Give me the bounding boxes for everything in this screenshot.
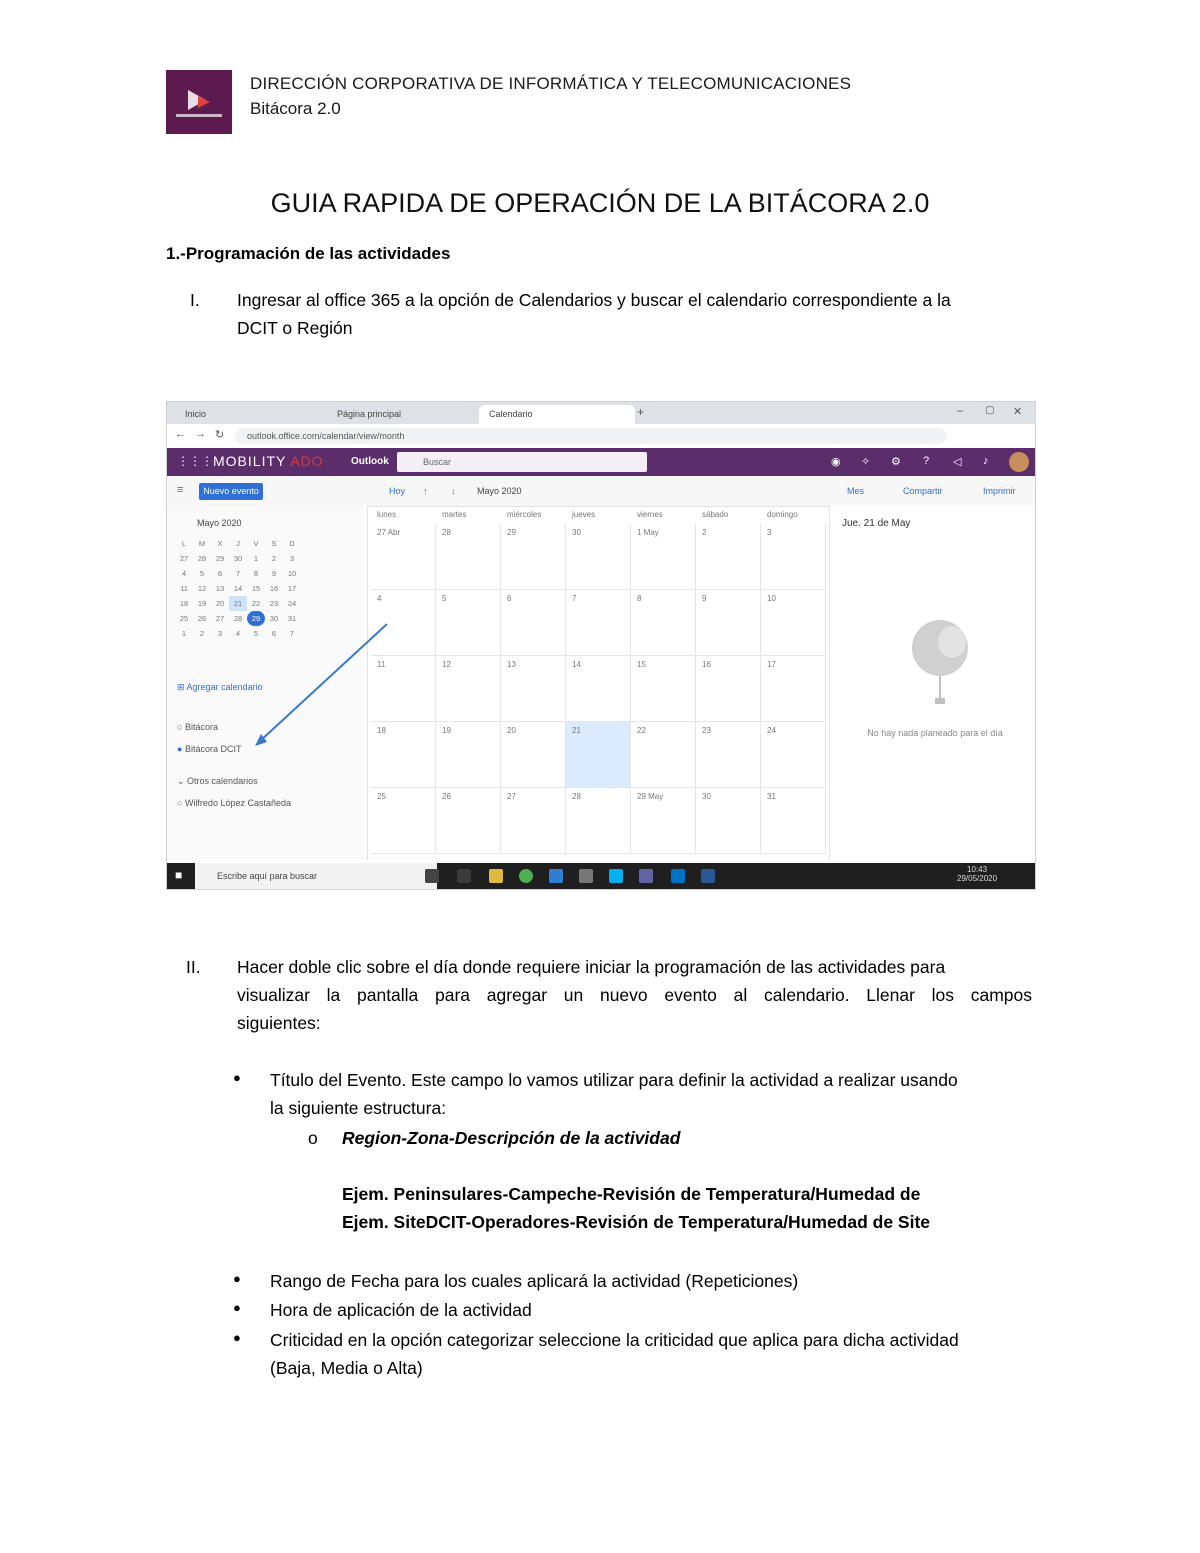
app-launcher-icon[interactable]: ⋮⋮⋮: [177, 454, 213, 468]
mini-day[interactable]: 1: [181, 629, 187, 638]
mini-weekday: V: [253, 539, 259, 548]
mini-day[interactable]: 25: [179, 614, 189, 623]
mini-day[interactable]: 13: [215, 584, 225, 593]
mini-day[interactable]: 29: [215, 554, 225, 563]
reload-icon[interactable]: ↻: [215, 429, 225, 441]
url-input[interactable]: outlook.office.com/calendar/view/month: [235, 428, 947, 444]
windows-start-icon[interactable]: ■: [175, 868, 183, 882]
windows-taskbar: [167, 863, 1035, 889]
mini-day[interactable]: 27: [179, 554, 189, 563]
mini-weekday: M: [198, 539, 206, 548]
step-1-line-1: Ingresar al office 365 a la opción de Calendarios y buscar el calendario correspondiente a la: [237, 290, 951, 310]
step-2-line-1: Hacer doble clic sobre el día donde requiere iniciar la programación de las actividades para: [237, 957, 946, 977]
share-button[interactable]: Compartir: [903, 486, 943, 496]
bell-icon[interactable]: ♪: [983, 455, 989, 467]
calendar-day-cell[interactable]: 12: [436, 656, 501, 722]
mini-day[interactable]: 22: [251, 599, 261, 608]
mini-day[interactable]: 15: [251, 584, 261, 593]
calendar-item[interactable]: ○ Bitácora: [177, 722, 218, 732]
day-panel-title: Jue. 21 de May: [842, 518, 911, 529]
view-button[interactable]: Mes: [847, 486, 865, 496]
mini-day[interactable]: 14: [233, 584, 243, 593]
brand-name: MOBILITY: [213, 453, 287, 469]
mini-day[interactable]: 3: [217, 629, 223, 638]
lightbulb-icon[interactable]: ✧: [861, 456, 871, 468]
calendar-label: Bitácora DCIT: [184, 744, 242, 754]
other-calendars-header[interactable]: ⌄ Otros calendarios: [177, 776, 258, 786]
outlook-calendar-screenshot: [166, 401, 1036, 890]
menu-icon[interactable]: ≡: [177, 484, 184, 496]
calendar-day-cell[interactable]: 15: [631, 656, 696, 722]
browser-tab[interactable]: Inicio: [185, 409, 207, 419]
step-2-numeral: II.: [186, 957, 201, 977]
mini-day[interactable]: 7: [289, 629, 295, 638]
calendar-day-cell[interactable]: 30: [566, 524, 631, 590]
calendar-day-cell[interactable]: 29 May: [631, 788, 696, 854]
calendar-day-cell[interactable]: 25: [371, 788, 436, 854]
step-2-line-2: visualizar la pantalla para agregar un nuevo evento al calendario. Llenar los campos: [237, 985, 1032, 1005]
day-panel-empty: No hay nada planeado para el día: [867, 728, 1003, 738]
taskbar-clock: [957, 865, 997, 883]
mini-day[interactable]: 17: [287, 584, 297, 593]
prev-month-icon[interactable]: ↑: [423, 486, 428, 496]
help-icon[interactable]: ?: [923, 455, 930, 467]
weekday-header: jueves: [572, 510, 596, 519]
today-button[interactable]: Hoy: [389, 486, 406, 496]
mini-day[interactable]: 21: [229, 596, 247, 611]
calendar-day-cell[interactable]: 17: [761, 656, 826, 722]
check-icon: ●: [177, 744, 183, 754]
calendar-day-cell[interactable]: 3: [761, 524, 826, 590]
close-icon[interactable]: ✕: [1013, 406, 1023, 418]
mini-day[interactable]: 5: [253, 629, 259, 638]
bullet-1-line-1: Título del Evento. Este campo lo vamos utilizar para definir la actividad a realizar usando: [270, 1070, 958, 1090]
calendar-day-cell[interactable]: 31: [761, 788, 826, 854]
mini-day[interactable]: 4: [235, 629, 241, 638]
mini-weekday: S: [271, 539, 277, 548]
new-event-button[interactable]: Nuevo evento: [199, 483, 263, 500]
calendar-label: Bitácora: [184, 722, 218, 732]
step-1-numeral: I.: [190, 290, 200, 310]
calendar-day-cell[interactable]: 19: [436, 722, 501, 788]
calendar-day-cell[interactable]: 16: [696, 656, 761, 722]
company-logo: [166, 70, 232, 134]
example-2: Ejem. SiteDCIT-Operadores-Revisión de Temperatura/Humedad de Site: [342, 1212, 931, 1232]
app-name: Outlook: [351, 456, 389, 467]
calendar-day-cell[interactable]: 7: [566, 590, 631, 656]
annotation-arrow-icon: [167, 402, 1035, 889]
calendar-day-cell[interactable]: 11: [371, 656, 436, 722]
other-calendars-label: Otros calendarios: [187, 776, 258, 786]
print-button[interactable]: Imprimir: [983, 486, 1016, 496]
mini-day[interactable]: 26: [197, 614, 207, 623]
bullet-1-line-2: la siguiente estructura:: [270, 1098, 447, 1118]
calendar-day-cell[interactable]: 29: [501, 524, 566, 590]
bullet-4-line-1: Criticidad en la opción categorizar seleccione la criticidad que aplica para dicha actividad: [270, 1330, 959, 1350]
next-month-icon[interactable]: ↓: [451, 486, 456, 496]
clock-time: 10:43: [967, 865, 988, 874]
mini-weekday: L: [181, 539, 187, 548]
weekday-header: martes: [442, 510, 467, 519]
weekday-header: lunes: [377, 510, 397, 519]
mini-weekday: X: [217, 539, 223, 548]
mini-weekday: J: [236, 539, 240, 548]
calendar-day-cell[interactable]: 5: [436, 590, 501, 656]
mini-day[interactable]: 19: [197, 599, 207, 608]
new-tab-icon[interactable]: +: [637, 405, 645, 419]
calendar-day-cell[interactable]: 4: [371, 590, 436, 656]
weekday-header: viernes: [637, 510, 663, 519]
header-org: DIRECCIÓN CORPORATIVA DE INFORMÁTICA Y TELECOMUNICACIONES: [250, 74, 852, 93]
bullet-2: Rango de Fecha para los cuales aplicará la actividad (Repeticiones): [270, 1271, 799, 1291]
skype-app-icon[interactable]: [609, 869, 623, 883]
calendar-day-cell[interactable]: 13: [501, 656, 566, 722]
calendar-label: Wilfredo López Castañeda: [184, 798, 291, 808]
bullet-3: Hora de aplicación de la actividad: [270, 1300, 532, 1320]
mini-day[interactable]: 4: [181, 569, 187, 578]
calendar-day-cell[interactable]: 2: [696, 524, 761, 590]
calendar-day-cell[interactable]: 21: [566, 722, 631, 788]
bullet-icon: ●: [233, 1330, 241, 1345]
mini-day[interactable]: 30: [269, 614, 279, 623]
calendar-day-cell[interactable]: 10: [761, 590, 826, 656]
mini-day[interactable]: 11: [180, 584, 188, 593]
calendar-day-cell[interactable]: 26: [436, 788, 501, 854]
mini-calendar-title: Mayo 2020: [197, 518, 242, 528]
mini-day[interactable]: 20: [215, 599, 225, 608]
calendar-day-cell[interactable]: 8: [631, 590, 696, 656]
restore-icon[interactable]: ▢: [985, 405, 995, 416]
calendar-day-cell[interactable]: 9: [696, 590, 761, 656]
taskbar-search-input[interactable]: Escribe aquí para buscar: [195, 863, 437, 889]
mini-day[interactable]: 10: [287, 569, 297, 578]
mini-day[interactable]: 9: [271, 569, 277, 578]
add-calendar-link[interactable]: ⊞ Agregar calendario: [177, 682, 263, 692]
edge-icon[interactable]: [549, 869, 563, 883]
browser-tab[interactable]: Página principal: [337, 409, 402, 419]
mini-day[interactable]: 30: [233, 554, 243, 563]
add-calendar-label: Agregar calendario: [186, 682, 263, 692]
brand-accent: ADO: [290, 453, 324, 469]
word-icon[interactable]: [701, 869, 715, 883]
structure-format: Region-Zona-Descripción de la actividad: [342, 1128, 681, 1148]
mini-day[interactable]: 2: [199, 629, 205, 638]
mini-day[interactable]: 3: [289, 554, 295, 563]
feedback-icon[interactable]: ◁: [953, 456, 962, 468]
calendar-day-cell[interactable]: 27: [501, 788, 566, 854]
forward-icon[interactable]: →: [195, 428, 206, 440]
task-view-icon[interactable]: [425, 869, 439, 883]
calendar-day-cell[interactable]: 22: [631, 722, 696, 788]
outlook-app-icon[interactable]: [671, 869, 685, 883]
weekday-header: domingo: [767, 510, 798, 519]
mini-day[interactable]: 7: [235, 569, 241, 578]
bullet-icon: ●: [233, 1300, 241, 1315]
weekday-header: sábado: [702, 510, 729, 519]
calendar-day-cell[interactable]: 6: [501, 590, 566, 656]
mini-day[interactable]: 29: [247, 611, 265, 626]
logo-mark-icon: [166, 70, 232, 134]
calendar-day-cell[interactable]: 18: [371, 722, 436, 788]
skype-icon[interactable]: ◉: [831, 456, 841, 468]
chrome-icon[interactable]: [519, 869, 533, 883]
mini-day[interactable]: 27: [215, 614, 225, 623]
minimize-icon[interactable]: –: [957, 405, 964, 417]
cortana-icon[interactable]: [457, 869, 471, 883]
file-explorer-icon[interactable]: [489, 869, 503, 883]
calendar-day-cell[interactable]: 14: [566, 656, 631, 722]
gear-icon[interactable]: ⚙: [891, 456, 901, 468]
page-title: GUIA RAPIDA DE OPERACIÓN DE LA BITÁCORA 2.0: [270, 188, 930, 218]
search-input[interactable]: Buscar: [397, 452, 647, 472]
step-1-line-2: DCIT o Región: [237, 318, 353, 338]
mini-day[interactable]: 6: [271, 629, 277, 638]
weekday-header: miércoles: [507, 510, 542, 519]
calendar-day-cell[interactable]: 23: [696, 722, 761, 788]
calendar-day-cell[interactable]: 1 May: [631, 524, 696, 590]
calendar-day-cell[interactable]: 28: [436, 524, 501, 590]
sub-bullet-icon: o: [308, 1128, 318, 1148]
browser-tab-active[interactable]: Calendario: [479, 405, 635, 424]
mini-day[interactable]: 31: [287, 614, 297, 623]
bullet-icon: ●: [233, 1271, 241, 1286]
mini-day[interactable]: 16: [269, 584, 279, 593]
mini-day[interactable]: 2: [271, 554, 277, 563]
mini-day[interactable]: 6: [217, 569, 223, 578]
clock-date: 29/05/2020: [957, 874, 998, 883]
mini-day[interactable]: 1: [253, 554, 259, 563]
bullet-icon: ●: [233, 1070, 241, 1085]
calendar-day-cell[interactable]: 28: [566, 788, 631, 854]
section-heading: 1.-Programación de las actividades: [166, 244, 451, 263]
calendar-day-cell[interactable]: 20: [501, 722, 566, 788]
mini-day[interactable]: 24: [287, 599, 297, 608]
step-2-line-3: siguientes:: [237, 1013, 321, 1033]
month-label[interactable]: Mayo 2020: [477, 486, 522, 496]
mini-weekday: D: [289, 539, 295, 548]
mini-day[interactable]: 28: [197, 554, 207, 563]
example-1: Ejem. Peninsulares-Campeche-Revisión de Temperatura/Humedad de: [342, 1184, 921, 1204]
calendar-day-cell[interactable]: 30: [696, 788, 761, 854]
calendar-day-cell[interactable]: 27 Abr: [371, 524, 436, 590]
calendar-item[interactable]: ○ Wilfredo López Castañeda: [177, 798, 291, 808]
calendar-day-cell[interactable]: 24: [761, 722, 826, 788]
mini-day[interactable]: 18: [179, 599, 189, 608]
back-icon[interactable]: ←: [175, 428, 186, 440]
mini-day[interactable]: 23: [269, 599, 279, 608]
mini-day[interactable]: 5: [199, 569, 205, 578]
header-doc: Bitácora 2.0: [250, 99, 341, 118]
mini-day[interactable]: 28: [233, 614, 243, 623]
mini-day[interactable]: 12: [197, 584, 207, 593]
mail-icon[interactable]: [579, 869, 593, 883]
mini-day[interactable]: 8: [253, 569, 259, 578]
teams-icon[interactable]: [639, 869, 653, 883]
bullet-4-line-2: (Baja, Media o Alta): [270, 1358, 423, 1378]
